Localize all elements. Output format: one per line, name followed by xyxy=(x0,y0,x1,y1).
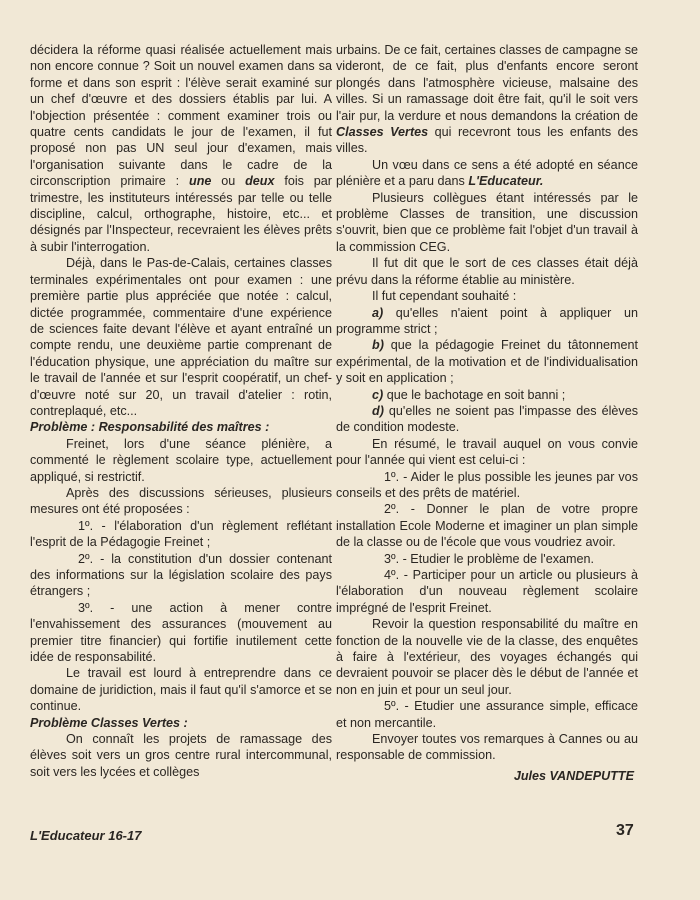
author-signature: Jules VANDEPUTTE xyxy=(513,768,634,783)
emphasis: deux xyxy=(245,174,275,189)
list-item: d) qu'elles ne soient pas l'impasse des élèves de condition modeste. xyxy=(336,403,638,435)
list-item: 3º. - Etudier le problème de l'examen. xyxy=(384,551,595,566)
paragraph: décidera la réforme quasi réalisée actuellement mais non encore connue ? Soit un nouvel examen dans sa forme et dans son esprit : l'élève serait examiné sur un chef d'œuvre et des dossiers établis par lui. A l'objection présentée : comment examiner trois ou quatre cents candidats le jour de l'examen, il fut proposé non pas UN seul jour d'examen, mais l'organisation suivante dans le cadre de la circonscription primaire : une ou deux fois par trimestre, les instituteurs intéressés par telle ou telle discipline, calcul, orthographe, histoire, etc... et désignés par l'Inspecteur, recevraient les élèves prêts à subir l'interrogation. xyxy=(30,43,332,254)
section-heading: Problème Classes Vertes : xyxy=(30,715,188,730)
list-item: 1º. - Aider le plus possible les jeunes par vos conseils et des prêts de matériel. xyxy=(336,469,638,500)
paragraph: Un vœu dans ce sens a été adopté en séance plénière et a paru dans L'Educateur. xyxy=(336,157,638,189)
paragraph: Revoir la question responsabilité du maître en fonction de la nouvelle vie de la classe, des enquêtes à faire à l'extérieur, des voyages échangés qui devraient pouvoir se placer dès le début de l'année et non en juin et pour un seul jour. xyxy=(336,617,638,697)
list-label: a) xyxy=(372,305,384,320)
emphasis: une xyxy=(189,174,212,189)
paragraph: Envoyer toutes vos remarques à Cannes ou au responsable de commission. xyxy=(336,732,638,763)
right-column xyxy=(336,42,638,784)
publication-name: L'Educateur 16-17 xyxy=(30,828,142,843)
list-item: 4º. - Participer pour un article ou plusieurs à l'élaboration d'un nouveau règlement scolaire imprégné de l'esprit Freinet. xyxy=(336,568,638,615)
paragraph: Il fut dit que le sort de ces classes était déjà prévu dans la réforme établie au ministère. xyxy=(336,256,638,287)
paragraph: Le travail est lourd à entreprendre dans ce domaine de juridiction, mais il faut qu'il s'amorce et se continue. xyxy=(30,666,332,714)
paragraph: Déjà, dans le Pas-de-Calais, certaines classes terminales expérimentales ont pour examen : une première partie plus appréciée que notée : calcul, dictée programmée, commentaire d'une expérience de sciences faite devant l'élève et ayant entraîné un compte rendu, une deuxième partie comprenant de l'éducation physique, une appréciation du maître sur le travail de l'année et sur l'esprit coopératif, un chef-d'œuvre noté sur 20, un travail d'atelier : rotin, contreplaqué, etc... xyxy=(30,256,332,418)
section-heading: Problème : Responsabilité des maîtres : xyxy=(30,420,270,435)
list-item: 3º. - une action à mener contre l'envahissement des assurances (mouvement au premier titre financier) qui fortifie inutilement cette idée de responsabilité. xyxy=(30,600,332,665)
left-column xyxy=(30,42,332,780)
list-label: b) xyxy=(372,338,384,353)
list-item: 2º. - Donner le plan de votre propre installation Ecole Moderne et imaginer un plan simple de la classe ou de l'école que vous voudriez avoir. xyxy=(336,502,638,550)
emphasis: Classes Vertes xyxy=(336,125,429,140)
paragraph: En résumé, le travail auquel on vous convie pour l'année qui vient est celui-ci : xyxy=(336,436,638,468)
list-item: c) que le bachotage en soit banni ; xyxy=(372,387,566,402)
paragraph: Plusieurs collègues étant intéressés par le problème Classes de transition, une discussion s'ouvrit, bien que ce problème fait l'objet d'un travail à la commission CEG. xyxy=(336,190,638,254)
paragraph: Après des discussions sérieuses, plusieurs mesures ont été proposées : xyxy=(30,485,332,517)
list-item: a) qu'elles n'aient point à appliquer un programme strict ; xyxy=(336,305,638,336)
paragraph: urbains. De ce fait, certaines classes de campagne se videront, de ce fait, plus d'enfants encore seront plongés dans l'atmosphère vicieuse, malsaine des villes. Si un ramassage doit être fait, qu'il le soit vers l'air pur, la verdure et nous demandons la création de Classes Vertes qui recevront tous les enfants des villes. xyxy=(336,43,638,156)
list-label: d) xyxy=(372,403,384,418)
page-number: 37 xyxy=(616,822,634,839)
list-item: 1º. - l'élaboration d'un règlement reflétant l'esprit de la Pédagogie Freinet ; xyxy=(30,518,332,550)
emphasis: L'Educateur. xyxy=(468,174,544,189)
paragraph: Freinet, lors d'une séance plénière, a commenté le règlement scolaire type, actuellement appliqué, si restrictif. xyxy=(30,436,332,484)
list-item: 2º. - la constitution d'un dossier contenant des informations sur la législation scolaire des pays étrangers ; xyxy=(30,551,332,599)
list-label: c) xyxy=(372,387,384,402)
paragraph: On connaît les projets de ramassage des élèves soit vers un gros centre rural intercommunal, soit vers les lycées et collèges xyxy=(30,732,332,779)
list-item: b) que la pédagogie Freinet du tâtonnement expérimental, de la motivation et de l'individualisation y soit en application ; xyxy=(336,338,638,386)
list-item: 5º. - Etudier une assurance simple, efficace et non mercantile. xyxy=(336,699,638,730)
paragraph: Il fut cependant souhaité : xyxy=(372,289,517,304)
